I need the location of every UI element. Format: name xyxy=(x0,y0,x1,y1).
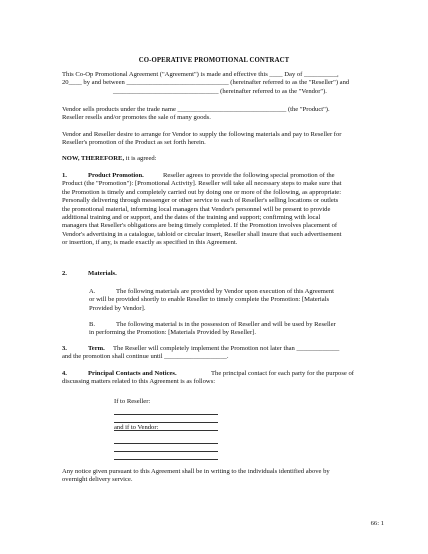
intro-line: 20____ by and between _______________________________ (hereinafter referred to as the "Reseller") and xyxy=(62,79,350,87)
page-number: 66: 1 xyxy=(370,520,384,527)
intro-line: This Co-Op Promotional Agreement ("Agreement") is made and effective this ____ Day of __________, xyxy=(62,71,339,78)
section-3-heading: Term. xyxy=(88,345,105,352)
section-3-line: and the promotion shall continue until ___________________. xyxy=(62,353,229,361)
now-therefore-heading: NOW, THEREFORE, xyxy=(62,155,125,162)
now-therefore-text: it is agreed: xyxy=(124,155,157,162)
section-1-heading: Product Promotion. xyxy=(88,172,144,179)
section-3-line: The Reseller will completely implement the Promotion not later than _____________ xyxy=(113,345,340,352)
section-2-heading-line xyxy=(62,270,368,278)
notice-paragraph xyxy=(62,468,368,485)
notice-line: Any notice given pursuant to this Agreement shall be in writing to the individuals identified above by xyxy=(62,468,330,475)
section-1-line: Reseller agrees to provide the following special promotion of the xyxy=(163,172,335,179)
section-1-first-line xyxy=(62,172,368,180)
section-2-b-label: B. xyxy=(89,321,96,328)
vendor-contact-line-1 xyxy=(114,443,218,444)
if-to-vendor-label: and if to Vendor: xyxy=(114,424,159,431)
section-2-b-line: in performing the Promotion: [Materials Provided by Reseller]. xyxy=(89,329,257,337)
vendor-sells-paragraph xyxy=(62,106,368,123)
section-2-heading: Materials. xyxy=(88,270,117,277)
section-1-line: managers that Reseller's obligations are being timely completed. If the Promotion involves placement of xyxy=(62,222,338,230)
section-2-a xyxy=(89,288,369,313)
section-1 xyxy=(62,172,368,248)
section-2-b xyxy=(89,321,369,338)
section-2-a-line: Provided by Vendor]. xyxy=(89,304,146,312)
section-4 xyxy=(62,370,368,387)
vendor-sells-line: Vendor sells products under the trade name _________________________________ (the "Product"). xyxy=(62,106,330,113)
section-1-line: Product (the "Promotion"): [Promotional Activity]. Reseller will take all necessary steps to make sure that xyxy=(62,180,342,188)
notice-line: overnight delivery service. xyxy=(62,476,133,484)
desire-line: Vendor and Reseller desire to arrange for Vendor to supply the following materials and pay to Reseller for xyxy=(62,131,342,138)
reseller-contact-line-1 xyxy=(114,414,218,415)
reseller-contact-line-2 xyxy=(114,422,218,423)
vendor-contact-line-2 xyxy=(114,451,218,452)
section-2-a-label: A. xyxy=(89,288,96,295)
section-4-number: 4. xyxy=(62,370,67,377)
section-2-b-line: The following material is in the possession of Reseller and will be used by Reseller xyxy=(116,321,336,328)
section-2-a-line: The following materials are provided by Vendor upon execution of this Agreement xyxy=(116,288,334,295)
section-3-number: 3. xyxy=(62,345,67,352)
section-3 xyxy=(62,345,368,362)
intro-line: ________________________________ (hereinafter referred to as the "Vendor"). xyxy=(113,87,327,95)
vendor-contact-line-3 xyxy=(114,459,218,460)
if-to-reseller-label: If to Reseller: xyxy=(114,398,151,405)
desire-line: Reseller's promotion of the Product as set forth herein. xyxy=(62,139,206,147)
section-1-line: additional training and or support, and the dates of the training and support; confirming with local xyxy=(62,214,321,222)
section-2-number: 2. xyxy=(62,270,67,277)
section-2-a-line: or will be provided shortly to enable Reseller to timely complete the Promotion: [Materials xyxy=(89,296,330,304)
intro-paragraph xyxy=(62,71,368,96)
section-1-line: or insertion, if any, is made exactly as specified in this Agreement. xyxy=(62,239,238,247)
document-title: CO-OPERATIVE PROMOTIONAL CONTRACT xyxy=(138,57,290,64)
section-4-line: discussing matters related to this Agreement is as follows: xyxy=(62,378,216,386)
section-4-line: The principal contact for each party for the purpose of xyxy=(211,370,354,377)
vendor-sells-line: Reseller resells and/or promotes the sale of many goods. xyxy=(62,114,211,122)
section-1-number: 1. xyxy=(62,172,67,179)
section-1-line: the promotional material, informing local managers that Vendor's personnel will be present to provide xyxy=(62,205,331,213)
desire-paragraph xyxy=(62,131,368,148)
section-1-line: Vendor's advertising in a catalogue, tabloid or circular insert, Reseller shall insure that such advertisement xyxy=(62,230,342,238)
now-therefore-line xyxy=(62,155,368,163)
section-1-line: Personally delivering through messenger or other service to each of Reseller's selling locations or outlets xyxy=(62,197,339,205)
section-1-line: the Promotion is timely and completely carried out by doing one or more of the following, as appropriate: xyxy=(62,188,342,196)
section-4-heading: Principal Contacts and Notices. xyxy=(88,370,177,377)
